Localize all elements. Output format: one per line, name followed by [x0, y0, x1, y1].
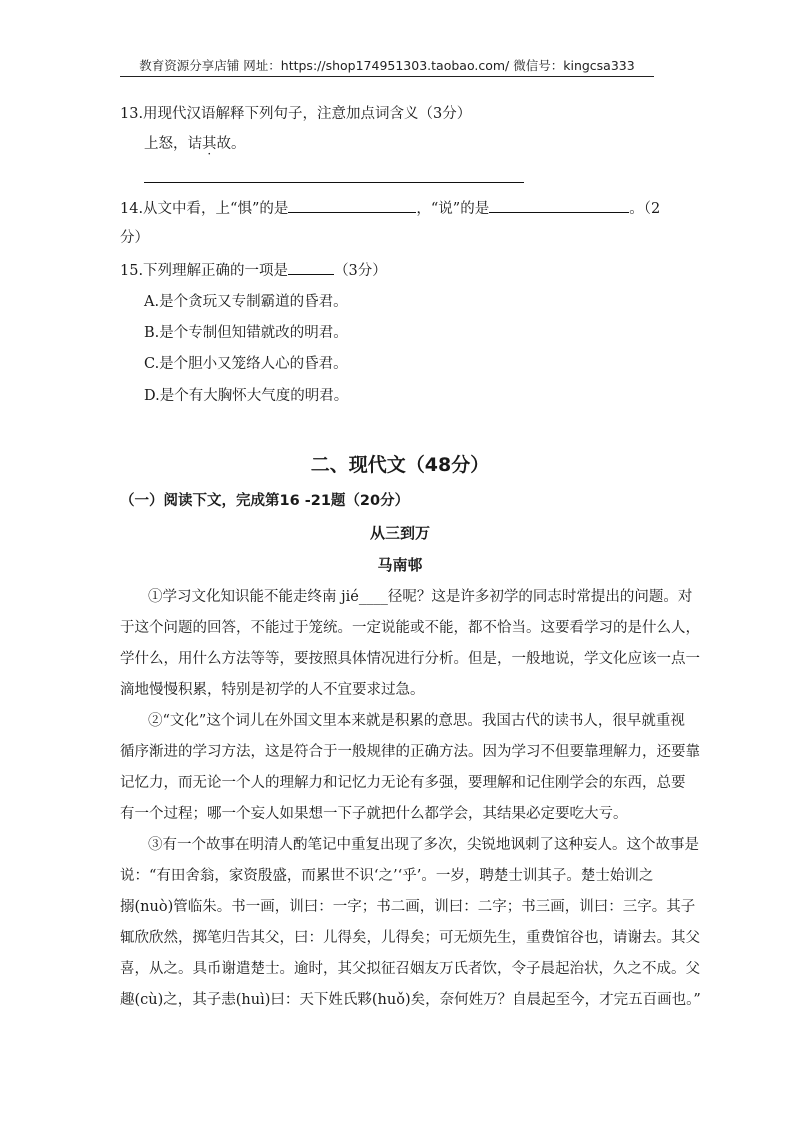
section-subtitle: （一）阅读下文，完成第16 -21题（20分）	[120, 493, 410, 509]
q14-text-b: ，“说”的是	[416, 201, 490, 217]
q14-blank-2[interactable]	[489, 198, 629, 213]
paragraph-line: 学什么，用什么方法等等，要按照具体情况进行分析。但是，一般地说，学文化应该一点一	[120, 651, 700, 667]
q13-sentence-part1: 上怒，诘	[144, 136, 202, 152]
paragraph-line: ②“文化”这个词儿在外国文里本来就是积累的意思。我国古代的读书人，很早就重视	[148, 713, 685, 729]
q15-option-b: B.是个专制但知错就改的明君。	[144, 325, 348, 341]
paragraph-line: ③有一个故事在明清人酌笔记中重复出现了多次，尖锐地讽刺了这种妄人。这个故事是	[148, 837, 699, 853]
paragraph-line: 于这个问题的回答，不能过于笼统。一定说能或不能，都不恰当。这要看学习的是什么人，	[120, 620, 700, 636]
q13-sentence	[144, 134, 246, 154]
q14-blank-1[interactable]	[288, 198, 416, 213]
paragraph-line: 有一个过程；哪一个妄人如果想一下子就把什么都学会，其结果必定要吃大亏。	[120, 806, 628, 822]
article-author: 马南邨	[377, 556, 423, 574]
paragraph-line: 趣(cù)之，其子恚(huì)曰：天下姓氏夥(huǒ)矣，奈何姓万？自晨起至今，才完五百画也。”	[120, 992, 701, 1008]
paragraph-line: 滴地慢慢积累，特别是初学的人不宜要求过急。	[120, 682, 425, 698]
q13-answer-line[interactable]	[144, 182, 524, 183]
paragraph-line: 记忆力，而无论一个人的理解力和记忆力无论有多强，要理解和记住刚学会的东西，总要	[120, 775, 686, 791]
q14-line	[120, 198, 660, 219]
q13-dotted-word: 其	[202, 136, 217, 152]
paragraph-line: 搦(nuò)管临朱。书一画，训曰：一字；书二画，训曰：二字；书三画，训曰：三字。其子	[120, 899, 696, 915]
paragraph-1	[120, 582, 700, 706]
q15-blank[interactable]	[288, 260, 334, 275]
q15-option-c: C.是个胆小又笼络人心的昏君。	[144, 356, 348, 372]
paragraph-3	[120, 830, 701, 1016]
q14-text-c: 。（2	[629, 201, 661, 217]
paragraph-line: 说：“有田舍翁，家资殷盛，而累世不识‘之’‘乎’。一岁，聘楚士训其子。楚士始训之	[120, 868, 654, 884]
q14-continuation: 分）	[120, 230, 149, 246]
article-title: 从三到万	[369, 524, 430, 542]
paragraph-line: 辄欣欣然，掷笔归告其父，曰：儿得矣，儿得矣；可无烦先生，重费馆谷也，请谢去。其父	[120, 930, 700, 946]
paragraph-line: 喜，从之。具币谢遣楚士。逾时，其父拟征召姻友万氏者饮，令子晨起治状，久之不成。父	[120, 961, 700, 977]
paragraph-line: 循序渐进的学习方法，这是符合于一般规律的正确方法。因为学习不但要靠理解力，还要靠	[120, 744, 700, 760]
q13-sentence-part2: 故。	[216, 136, 246, 152]
paragraph-2	[120, 706, 700, 830]
page-header: 教育资源分享店铺 网址：https://shop174951303.taobao.com/ 微信号：kingcsa333	[139, 58, 635, 73]
section-title: 二、现代文（48分）	[310, 454, 490, 476]
q13-prompt: 13.用现代汉语解释下列句子，注意加点词含义（3分）	[120, 106, 472, 122]
paragraph-line: ①学习文化知识能不能走终南 jié____径呢？这是许多初学的同志时常提出的问题。对	[148, 589, 693, 605]
q15-text-b: （3分）	[334, 263, 387, 279]
q14-text-a: 14.从文中看，上“惧”的是	[120, 201, 289, 217]
q15-text-a: 15.下列理解正确的一项是	[120, 263, 289, 279]
q15-prompt	[120, 260, 387, 281]
header-rule	[120, 76, 654, 77]
q15-option-d: D.是个有大胸怀大气度的明君。	[144, 388, 349, 404]
q15-option-a: A.是个贪玩又专制霸道的昏君。	[144, 294, 348, 310]
